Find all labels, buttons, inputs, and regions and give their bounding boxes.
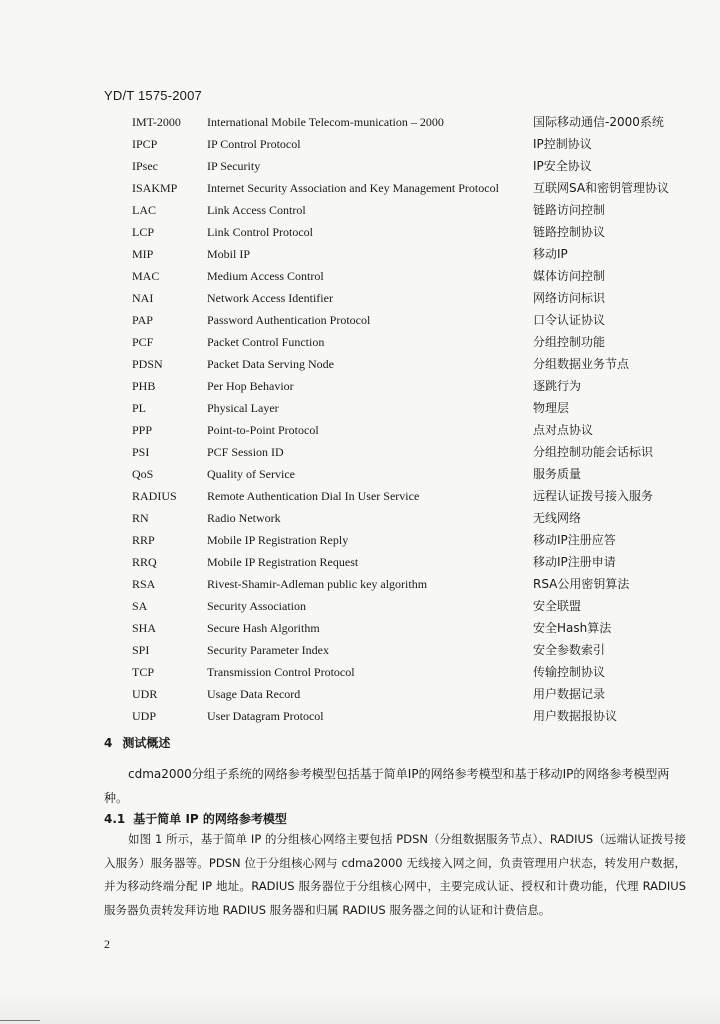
chinese-term: 移动IP注册申请 — [533, 555, 616, 569]
english-term: Mobile IP Registration Reply — [207, 533, 349, 547]
english-term: Password Authentication Protocol — [207, 313, 371, 327]
chinese-term: 国际移动通信-2000系统 — [533, 115, 664, 129]
chinese-term: 媒体访问控制 — [533, 269, 606, 283]
section-4-heading — [104, 734, 170, 751]
chinese-term: 逐跳行为 — [533, 379, 582, 393]
abbreviation: PSI — [132, 445, 150, 459]
english-term: Mobile IP Registration Request — [207, 555, 359, 569]
chinese-term: 远程认证拨号接入服务 — [533, 489, 654, 503]
abbreviation-row — [0, 463, 720, 485]
scan-corner-mark — [0, 998, 40, 1021]
abbreviation: RRP — [132, 533, 155, 547]
chinese-term: 分组控制功能 — [533, 335, 606, 349]
abbreviation-row — [0, 507, 720, 529]
abbreviation: PAP — [132, 313, 153, 327]
section-4-1-heading — [104, 810, 287, 827]
english-term: Network Access Identifier — [207, 291, 333, 305]
abbreviation-row — [0, 221, 720, 243]
abbreviation-row — [0, 529, 720, 551]
english-term: PCF Session ID — [207, 445, 284, 459]
section-4-1-paragraph: 如图 1 所示，基于简单 IP 的分组核心网络主要包括 PDSN（分组数据服务节点）、RADIUS（远端认证拨号接入服务）服务器等。PDSN 位于分组核心网与 cdma2000 无线接入网之间，负责管理用户状态，转发用户数据，并为移动终端分配 IP 地址。RADIUS 服务器位于分组核心网中，主要完成认证、授权和计费功能，代理 RADIUS 服务器负责转发拜访地 RADIUS 服务器和归属 RADIUS 服务器之间的认证和计费信息。 — [104, 832, 686, 917]
abbreviation-row — [0, 133, 720, 155]
english-term: Quality of Service — [207, 467, 295, 481]
abbreviation: LCP — [132, 225, 155, 239]
abbreviation-row — [0, 617, 720, 639]
abbreviation-row — [0, 485, 720, 507]
abbreviation-table — [0, 111, 720, 727]
abbreviation-row — [0, 419, 720, 441]
abbreviation: PDSN — [132, 357, 163, 371]
abbreviation: SA — [132, 599, 148, 613]
english-term: Internet Security Association and Key Management Protocol — [207, 181, 499, 195]
chinese-term: 安全联盟 — [533, 599, 582, 613]
english-term: User Datagram Protocol — [207, 709, 324, 723]
section-title: 测试概述 — [122, 736, 171, 750]
abbreviation: PPP — [132, 423, 153, 437]
english-term: Packet Data Serving Node — [207, 357, 334, 371]
english-term: IP Security — [207, 159, 261, 173]
chinese-term: 用户数据报协议 — [533, 709, 618, 723]
english-term: Rivest-Shamir-Adleman public key algorithm — [207, 577, 428, 591]
english-term: Medium Access Control — [207, 269, 324, 283]
abbreviation: MAC — [132, 269, 160, 283]
abbreviation-row — [0, 683, 720, 705]
chinese-term: RSA公用密钥算法 — [533, 577, 630, 591]
abbreviation-row — [0, 353, 720, 375]
abbreviation: TCP — [132, 665, 155, 679]
chinese-term: 安全Hash算法 — [533, 621, 612, 635]
chinese-term: 安全参数索引 — [533, 643, 606, 657]
abbreviation-row — [0, 177, 720, 199]
chinese-term: 用户数据记录 — [533, 687, 606, 701]
chinese-term: 互联网SA和密钥管理协议 — [533, 181, 670, 195]
abbreviation-row — [0, 551, 720, 573]
abbreviation: PL — [132, 401, 147, 415]
english-term: Transmission Control Protocol — [207, 665, 355, 679]
abbreviation: RRQ — [132, 555, 157, 569]
chinese-term: 移动IP — [533, 247, 568, 261]
english-term: International Mobile Telecom-munication – 2000 — [207, 115, 444, 129]
english-term: Point-to-Point Protocol — [207, 423, 319, 437]
abbreviation-row — [0, 595, 720, 617]
abbreviation: NAI — [132, 291, 154, 305]
abbreviation-row — [0, 661, 720, 683]
english-term: Radio Network — [207, 511, 281, 525]
page-number: 2 — [104, 937, 110, 951]
chinese-term: 口令认证协议 — [533, 313, 606, 327]
abbreviation: RADIUS — [132, 489, 177, 503]
abbreviation-row — [0, 243, 720, 265]
abbreviation-row — [0, 441, 720, 463]
abbreviation: SPI — [132, 643, 150, 657]
english-term: Remote Authentication Dial In User Service — [207, 489, 420, 503]
abbreviation: PCF — [132, 335, 154, 349]
abbreviation: IPCP — [132, 137, 158, 151]
abbreviation: PHB — [132, 379, 156, 393]
abbreviation-row — [0, 199, 720, 221]
chinese-term: 移动IP注册应答 — [533, 533, 616, 547]
chinese-term: IP控制协议 — [533, 137, 592, 151]
section-number: 4 — [104, 736, 113, 750]
abbreviation-row — [0, 155, 720, 177]
chinese-term: 点对点协议 — [533, 423, 594, 437]
chinese-term: 链路控制协议 — [533, 225, 606, 239]
abbreviation: UDR — [132, 687, 158, 701]
chinese-term: 网络访问标识 — [533, 291, 606, 305]
abbreviation-row — [0, 111, 720, 133]
abbreviation-row — [0, 265, 720, 287]
abbreviation: IPsec — [132, 159, 158, 173]
chinese-term: 链路访问控制 — [533, 203, 606, 217]
chinese-term: 分组控制功能会话标识 — [533, 445, 654, 459]
chinese-term: 服务质量 — [533, 467, 582, 481]
abbreviation: RN — [132, 511, 149, 525]
english-term: Security Parameter Index — [207, 643, 329, 657]
abbreviation-row — [0, 309, 720, 331]
abbreviation-row — [0, 573, 720, 595]
section-number: 4.1 — [104, 812, 126, 826]
standard-number-header: YD/T 1575-2007 — [104, 88, 202, 103]
english-term: Physical Layer — [207, 401, 279, 415]
abbreviation: SHA — [132, 621, 157, 635]
abbreviation: MIP — [132, 247, 154, 261]
chinese-term: 传输控制协议 — [533, 665, 606, 679]
english-term: Per Hop Behavior — [207, 379, 294, 393]
english-term: Usage Data Record — [207, 687, 301, 701]
section-4-paragraph: cdma2000分组子系统的网络参考模型包括基于简单IP的网络参考模型和基于移动IP的网络参考模型两种。 — [104, 767, 670, 805]
abbreviation: RSA — [132, 577, 156, 591]
chinese-term: 物理层 — [533, 401, 570, 415]
english-term: Packet Control Function — [207, 335, 325, 349]
chinese-term: 无线网络 — [533, 511, 582, 525]
abbreviation: IMT-2000 — [132, 115, 181, 129]
abbreviation-row — [0, 375, 720, 397]
scan-bottom-edge — [0, 990, 720, 1024]
chinese-term: 分组数据业务节点 — [533, 357, 630, 371]
chinese-term: IP安全协议 — [533, 159, 592, 173]
english-term: Link Control Protocol — [207, 225, 313, 239]
abbreviation: QoS — [132, 467, 154, 481]
abbreviation-row — [0, 639, 720, 661]
abbreviation-row — [0, 331, 720, 353]
english-term: Link Access Control — [207, 203, 306, 217]
english-term: IP Control Protocol — [207, 137, 301, 151]
english-term: Security Association — [207, 599, 306, 613]
english-term: Secure Hash Algorithm — [207, 621, 320, 635]
abbreviation: UDP — [132, 709, 157, 723]
abbreviation: ISAKMP — [132, 181, 178, 195]
abbreviation-row — [0, 397, 720, 419]
english-term: Mobil IP — [207, 247, 251, 261]
abbreviation-row — [0, 287, 720, 309]
section-title: 基于简单 IP 的网络参考模型 — [133, 812, 287, 826]
abbreviation-row — [0, 705, 720, 727]
abbreviation: LAC — [132, 203, 156, 217]
